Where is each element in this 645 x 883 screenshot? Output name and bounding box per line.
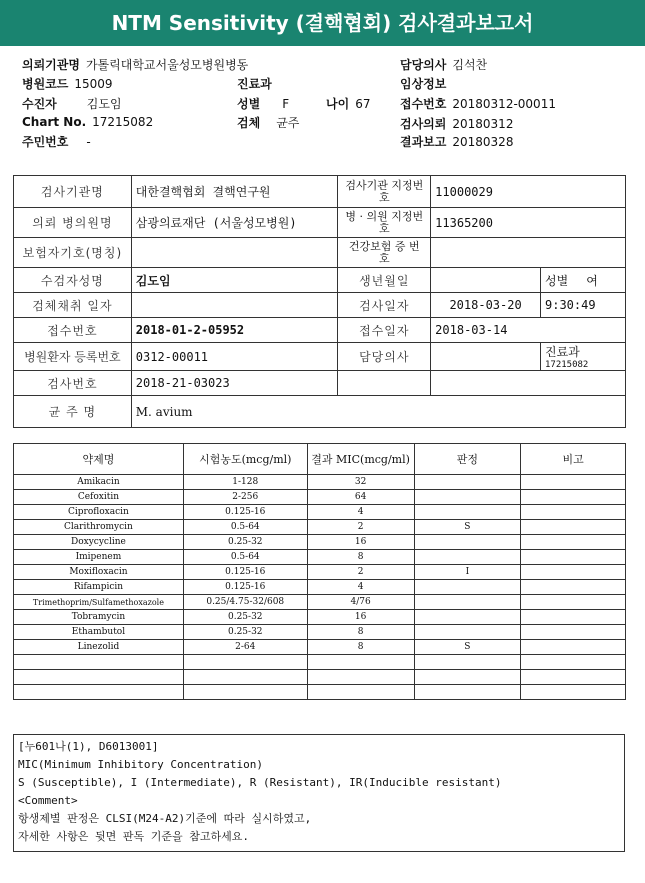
table-cell: 0.125-16 (183, 565, 307, 580)
comment-line: [누601나(1), D6013001] (18, 740, 159, 753)
header-report-date: 결과보고 20180328 (400, 135, 514, 149)
report-title: NTM Sensitivity (결핵협회) 검사결과보고서 (0, 0, 645, 46)
table-cell: Clarithromycin (14, 520, 184, 535)
table-cell: Moxifloxacin (14, 565, 184, 580)
test-date-value: 2018-03-20 (431, 293, 541, 318)
table-cell: 16 (307, 535, 414, 550)
table-cell: 4 (307, 505, 414, 520)
doctor-value (431, 343, 541, 371)
table-row (14, 520, 626, 535)
health-insurance-value (431, 238, 626, 268)
table-cell: Amikacin (14, 475, 184, 490)
table-row (14, 505, 626, 520)
table-cell (521, 595, 626, 610)
birth-date-label: 생년월일 (338, 268, 431, 293)
table-row (14, 595, 626, 610)
table-cell (307, 685, 414, 700)
lab-code-label: 검사기관 지정번호 (338, 176, 431, 208)
receipt-date-value: 2018-03-14 (431, 318, 626, 343)
doctor-label: 담당의사 (338, 343, 431, 371)
table-cell: 64 (307, 490, 414, 505)
table-cell (521, 580, 626, 595)
table-cell (521, 625, 626, 640)
sex-cell: 성별 여 (541, 268, 626, 293)
table-cell (414, 685, 521, 700)
table-cell: 4/76 (307, 595, 414, 610)
table-cell (414, 475, 521, 490)
table-cell: 2-256 (183, 490, 307, 505)
table-cell (414, 580, 521, 595)
table-cell: Linezolid (14, 640, 184, 655)
table-cell: S (414, 640, 521, 655)
header-concentration: 시험농도(mcg/ml) (183, 444, 307, 475)
registration-no-label: 병원환자 등록번호 (14, 343, 132, 371)
table-cell: I (414, 565, 521, 580)
table-cell (414, 550, 521, 565)
table-cell: Tobramycin (14, 610, 184, 625)
header-receipt-no: 접수번호 20180312-00011 (400, 97, 556, 111)
header-hospital-code: 병원코드 15009 (22, 77, 113, 91)
table-cell: 0.25-32 (183, 610, 307, 625)
table-cell (14, 685, 184, 700)
table-row (14, 550, 626, 565)
header-sex: 성별 F (237, 97, 290, 111)
table-cell (414, 670, 521, 685)
table-cell: 8 (307, 550, 414, 565)
table-cell (521, 670, 626, 685)
patient-name-value: 김도임 (131, 268, 338, 293)
table-cell (307, 655, 414, 670)
table-cell (414, 655, 521, 670)
hospital-code-label: 병 · 의원 지정번호 (338, 208, 431, 238)
table-cell (521, 655, 626, 670)
table-cell (521, 550, 626, 565)
table-cell (521, 610, 626, 625)
test-no-value: 2018-21-03023 (131, 371, 338, 396)
birth-date-value (431, 268, 541, 293)
collection-date-value (131, 293, 338, 318)
table-row (14, 610, 626, 625)
table-row (14, 475, 626, 490)
table-cell (183, 685, 307, 700)
table-cell: 0.125-16 (183, 580, 307, 595)
table-cell (521, 475, 626, 490)
table-cell: 0.5-64 (183, 520, 307, 535)
table-cell: Ethambutol (14, 625, 184, 640)
hospital-name-value: 삼광의료재단 (서울성모병원) (131, 208, 338, 238)
header-resident-no: 주민번호 - (22, 135, 91, 149)
table-cell (14, 670, 184, 685)
table-cell: 8 (307, 625, 414, 640)
table-cell (521, 505, 626, 520)
header-request-date: 검사의뢰 20180312 (400, 117, 514, 131)
lab-code-value: 11000029 (431, 176, 626, 208)
table-cell: 2-64 (183, 640, 307, 655)
insurance-value (131, 238, 338, 268)
comment-line: S (Susceptible), I (Intermediate), R (Resistant), IR(Inducible resistant) (18, 776, 502, 789)
header-orderer: 의뢰기관명 가톨릭대학교서울성모병원병동 (22, 58, 249, 72)
registration-no-value: 0312-00011 (131, 343, 338, 371)
table-cell: 2 (307, 520, 414, 535)
header-interpretation: 판정 (414, 444, 521, 475)
table-row (14, 625, 626, 640)
table-cell: S (414, 520, 521, 535)
test-date-label: 검사일자 (338, 293, 431, 318)
table-row (14, 535, 626, 550)
table-cell (183, 655, 307, 670)
table-cell (521, 520, 626, 535)
comment-line: MIC(Minimum Inhibitory Concentration) (18, 758, 264, 771)
table-cell (14, 655, 184, 670)
header-age: 나이 67 (326, 97, 371, 111)
table-cell: 0.25-32 (183, 535, 307, 550)
strain-value: M. avium (131, 396, 625, 428)
hospital-name-label: 의뢰 병의원명 (14, 208, 132, 238)
table-cell (521, 685, 626, 700)
header-chart-no: Chart No. 17215082 (22, 115, 154, 129)
table-cell (521, 535, 626, 550)
table-cell: Imipenem (14, 550, 184, 565)
drug-table (13, 443, 626, 700)
table-cell (414, 490, 521, 505)
test-no-blank (338, 371, 431, 396)
table-cell (414, 625, 521, 640)
receipt-no-value: 2018-01-2-05952 (131, 318, 338, 343)
table-row (14, 490, 626, 505)
table-row (14, 670, 626, 685)
header-specimen: 검체 균주 (237, 116, 300, 130)
table-cell (183, 670, 307, 685)
table-cell (521, 640, 626, 655)
table-row (14, 655, 626, 670)
comment-line: 항생제별 판정은 CLSI(M24-A2)기준에 따라 실시하였고, (18, 812, 312, 825)
table-cell (521, 490, 626, 505)
health-insurance-label: 건강보험 증 번 호 (338, 238, 431, 268)
table-cell: 1-128 (183, 475, 307, 490)
table-cell (414, 505, 521, 520)
table-cell (414, 535, 521, 550)
header-mic: 결과 MIC(mcg/ml) (307, 444, 414, 475)
table-cell: Doxycycline (14, 535, 184, 550)
table-cell (307, 670, 414, 685)
table-cell: 0.25-32 (183, 625, 307, 640)
header-clinical-info: 임상정보 (400, 77, 447, 91)
test-no-label: 검사번호 (14, 371, 132, 396)
header-patient: 수진자 김도임 (22, 97, 122, 111)
info-table (13, 175, 626, 428)
header-doctor: 담당의사 김석찬 (400, 58, 488, 72)
test-time-value: 9:30:49 (541, 293, 626, 318)
strain-label: 균 주 명 (14, 396, 132, 428)
header-drug: 약제명 (14, 444, 184, 475)
table-cell: Rifampicin (14, 580, 184, 595)
table-row (14, 565, 626, 580)
table-row (14, 640, 626, 655)
header-clinic: 진료과 (237, 77, 272, 91)
dept-cell: 진료과 17215082 (541, 343, 626, 371)
comment-line: 자세한 사항은 뒷면 판독 기준을 참고하세요. (18, 830, 250, 843)
hospital-code-value: 11365200 (431, 208, 626, 238)
table-cell: 16 (307, 610, 414, 625)
header-remark: 비고 (521, 444, 626, 475)
table-row (14, 685, 626, 700)
table-cell: 2 (307, 565, 414, 580)
test-no-blank-2 (431, 371, 626, 396)
receipt-date-label: 접수일자 (338, 318, 431, 343)
table-cell: 32 (307, 475, 414, 490)
table-cell (414, 595, 521, 610)
table-cell: Ciprofloxacin (14, 505, 184, 520)
table-cell: 0.25/4.75-32/608 (183, 595, 307, 610)
collection-date-label: 검체채취 일자 (14, 293, 132, 318)
lab-name-label: 검사기관명 (14, 176, 132, 208)
table-cell: Trimethoprim/Sulfamethoxazole (14, 595, 184, 610)
table-cell: 0.125-16 (183, 505, 307, 520)
table-row (14, 580, 626, 595)
table-cell (521, 565, 626, 580)
lab-name-value: 대한결핵협회 결핵연구원 (131, 176, 338, 208)
table-cell: Cefoxitin (14, 490, 184, 505)
comment-box (13, 734, 625, 852)
table-cell: 4 (307, 580, 414, 595)
table-cell (414, 610, 521, 625)
table-cell: 8 (307, 640, 414, 655)
table-cell: 0.5-64 (183, 550, 307, 565)
comment-line: <Comment> (18, 794, 78, 807)
insurance-label: 보험자기호(명칭) (14, 238, 132, 268)
patient-name-label: 수검자성명 (14, 268, 132, 293)
receipt-no-label: 접수번호 (14, 318, 132, 343)
